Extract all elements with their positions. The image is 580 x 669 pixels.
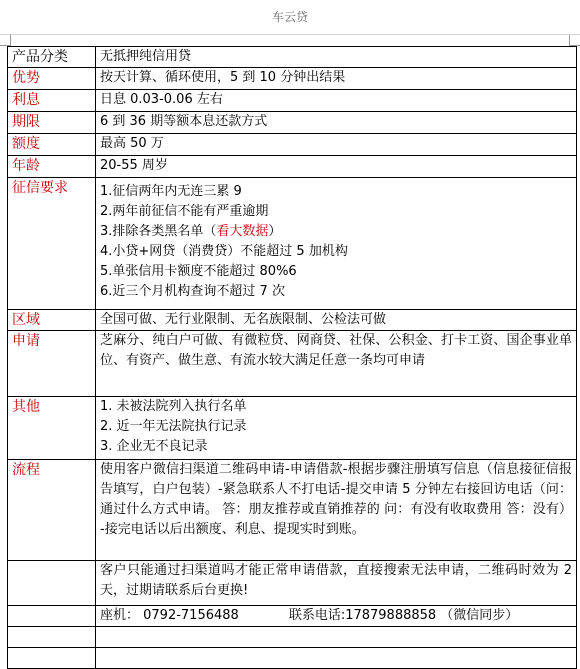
age-value: 20-55 周岁 — [96, 156, 577, 178]
region-label: 区域 — [8, 310, 96, 331]
table-row — [8, 606, 577, 627]
landline-number: 座机： 0792-7156488 — [100, 608, 239, 623]
table-row — [8, 397, 577, 460]
contact-info — [96, 606, 577, 627]
table-row — [8, 68, 577, 90]
process-label: 流程 — [8, 460, 96, 561]
table-row — [8, 460, 577, 561]
list-item: 5.单张信用卡额度不能超过 80%6 — [100, 264, 297, 279]
empty-cell — [8, 648, 96, 669]
table-row — [8, 134, 577, 156]
list-item: 6.近三个月机构查询不超过 7 次 — [100, 284, 285, 299]
advantage-label: 优势 — [8, 68, 96, 90]
table-row — [8, 156, 577, 178]
big-data-highlight: 看大数据 — [216, 224, 269, 239]
empty-cell — [8, 627, 96, 648]
apply-label: 申请 — [8, 331, 96, 397]
list-item: 2.两年前征信不能有严重逾期 — [100, 204, 269, 219]
list-item: 1.征信两年内无连三累 9 — [100, 184, 242, 199]
advantage-value: 按天计算、循环使用，5 到 10 分钟出结果 — [96, 68, 577, 90]
table-row — [8, 561, 577, 606]
category-label: 产品分类 — [8, 47, 96, 68]
table-row — [8, 47, 577, 68]
other-requirements — [96, 397, 577, 460]
list-item: 3. 企业无不良记录 — [100, 439, 208, 454]
list-item: 4.小贷+网贷（消费贷）不能超过 5 加机构 — [100, 244, 348, 259]
region-value: 全国可做、无行业限制、无名族限制、公检法可做 — [96, 310, 577, 331]
contact-phone: 联系电话:17879888858 （微信同步） — [288, 608, 519, 623]
table-row — [8, 178, 577, 310]
page-corner-marker — [0, 35, 11, 46]
other-label: 其他 — [8, 397, 96, 460]
interest-label: 利息 — [8, 90, 96, 112]
apply-value: 芝麻分、纯白户可做、有微粒贷、网商贷、社保、公积金、打卡工资、国企事业单位、有资产、做生意、有流水较大满足任意一条均可申请 — [96, 331, 577, 397]
amount-value: 最高 50 万 — [96, 134, 577, 156]
list-item: 3.排除各类黑名单（看大数据） — [100, 224, 282, 239]
page-corner-marker — [569, 35, 580, 46]
list-item: 1. 未被法院列入执行名单 — [100, 399, 247, 414]
table-row — [8, 90, 577, 112]
credit-requirements — [96, 178, 577, 310]
credit-label: 征信要求 — [8, 178, 96, 310]
empty-cell — [96, 627, 577, 648]
table-row — [8, 331, 577, 397]
age-label: 年龄 — [8, 156, 96, 178]
process-value: 使用客户微信扫渠道二维码申请-申请借款-根据步骤注册填写信息（信息接征信报告填写，白户包装）-紧急联系人不打电话-提交申请 5 分钟左右接回访电话（问：通过什么方式申请。 答：朋友推荐或直销推荐的 问：有没有收取费用 答：没有）-接完电话以后出额度、利息、提现实时到账。 — [96, 460, 577, 561]
title-divider — [0, 34, 580, 35]
notice-label — [8, 561, 96, 606]
term-label: 期限 — [8, 112, 96, 134]
contact-label — [8, 606, 96, 627]
category-value: 无抵押纯信用贷 — [96, 47, 577, 68]
table-row — [8, 112, 577, 134]
product-info-table — [7, 46, 577, 669]
document-title: 车云贷 — [271, 10, 308, 24]
term-value: 6 到 36 期等额本息还款方式 — [96, 112, 577, 134]
amount-label: 额度 — [8, 134, 96, 156]
table-row — [8, 310, 577, 331]
notice-value: 客户只能通过扫渠道吗才能正常申请借款，直接搜索无法申请，二维码时效为 2 天，过期请联系后台更换! — [96, 561, 577, 606]
interest-value: 日息 0.03-0.06 左右 — [96, 90, 577, 112]
table-row — [8, 627, 577, 648]
list-item: 2. 近一年无法院执行记录 — [100, 419, 247, 434]
table-row — [8, 648, 577, 669]
empty-cell — [96, 648, 577, 669]
